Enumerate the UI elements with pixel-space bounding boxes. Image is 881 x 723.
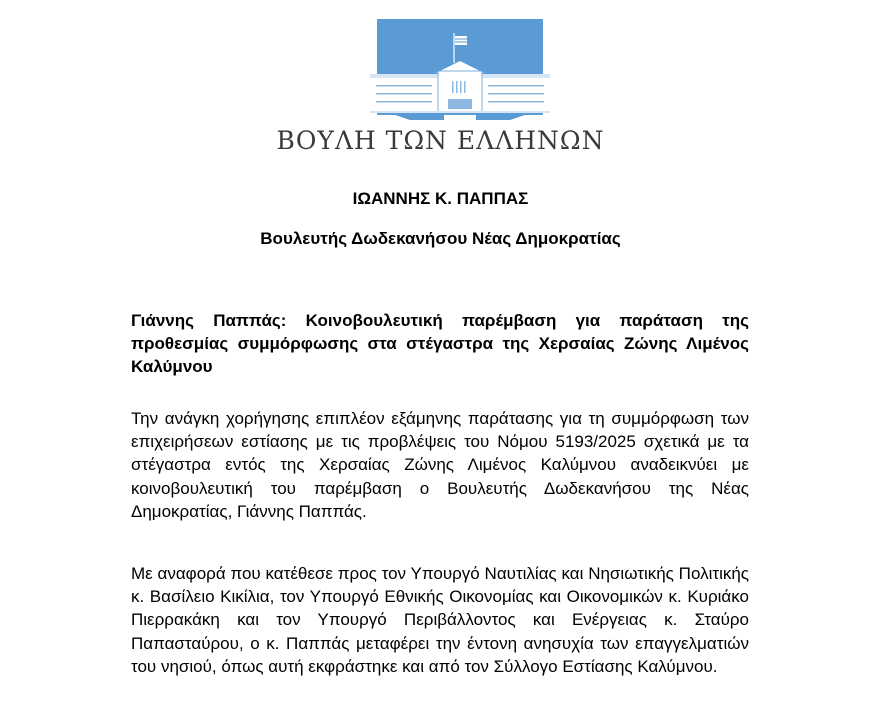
article-paragraph — [131, 562, 749, 678]
mp-name: ΙΩΑΝΝΗΣ Κ. ΠΑΠΠΑΣ — [352, 189, 529, 208]
mp-role: Βουλευτής Δωδεκανήσου Νέας Δημοκρατίας — [260, 229, 621, 248]
paragraph-text: Την ανάγκη χορήγησης επιπλέον εξάμηνης παράτασης για τη συμμόρφωση των επιχειρήσεων εστίασης με τις προβλέψεις του Νόμου 5193/2025 σχετικά με τα στέγαστρα εντός της Χερσαίας Ζώνης Λιμένος Καλύμνου αναδεικνύει με κοινοβουλευτική του παρέμβαση ο Βουλευτής Δωδεκανήσου της Νέας Δημοκρατίας, Γιάννης Παππάς. — [131, 409, 749, 521]
parliament-building-icon — [370, 19, 550, 120]
headline-text: Γιάννης Παππάς: Κοινοβουλευτική παρέμβαση για παράταση της προθεσμίας συμμόρφωσης στα στέγαστρα της Χερσαίας Ζώνης Λιμένος Καλύμνου — [131, 311, 749, 377]
article-paragraph — [131, 407, 749, 523]
paragraph-text: Με αναφορά που κατέθεσε προς τον Υπουργό Ναυτιλίας και Νησιωτικής Πολιτικής κ. Βασίλειο Κικίλια, τον Υπουργό Εθνικής Οικονομίας και Οικονομικών κ. Κυριάκο Πιερρακάκη και τον Υπουργό Περιβάλλοντος και Ενέργειας κ. Σταύρο Παπασταύρου, ο κ. Παππάς μεταφέρει την έντονη ανησυχία των επαγγελματιών του νησιού, όπως αυτή εκφράστηκε και από τον Σύλλογο Εστίασης Καλύμνου. — [131, 564, 749, 676]
parliament-logo — [370, 19, 550, 120]
logo-wordmark: ΒΟΥΛΗ ΤΩΝ ΕΛΛΗΝΩΝ — [276, 126, 605, 155]
press-release-headline — [131, 309, 749, 379]
